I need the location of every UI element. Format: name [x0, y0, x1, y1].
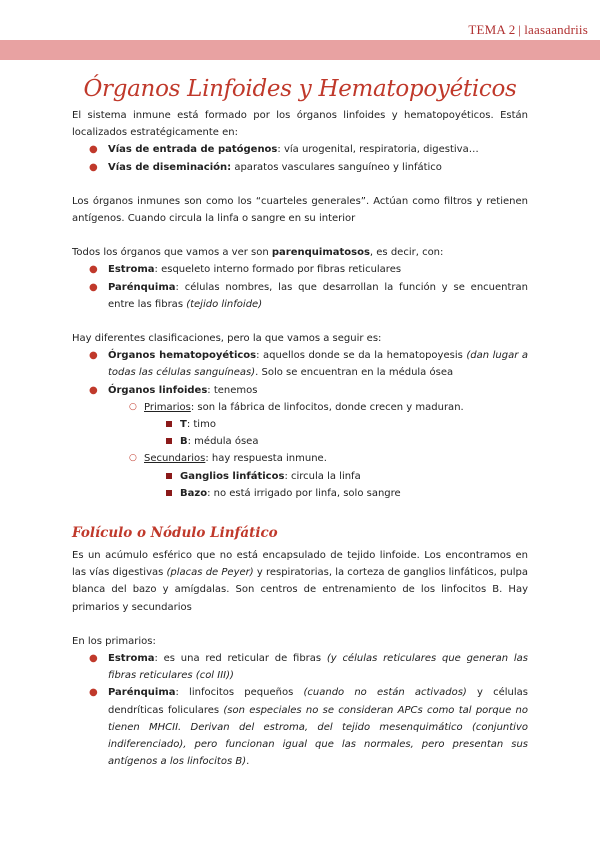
list-item: ● Parénquima: células nombres, las que desarrollan la función y se encuentran entre las fibras (tejido linfoide)	[72, 279, 528, 313]
circle-bullet-icon: ○	[129, 453, 137, 464]
bullet-icon: ●	[89, 281, 98, 293]
bullet-icon: ●	[89, 144, 98, 156]
section-heading: Folículo o Nódulo Linfático	[72, 525, 278, 542]
location-list	[72, 141, 528, 175]
page-title: Órganos Linfoides y Hematopoyéticos	[83, 76, 517, 102]
intro-paragraph: El sistema inmune está formado por los órganos linfoides y hematopoyéticos. Están localizados estratégicamente en:	[72, 110, 528, 139]
header-band	[0, 40, 600, 60]
square-bullet-icon	[166, 438, 172, 444]
acumulo-paragraph: Es un acúmulo esférico que no está encapsulado de tejido linfoide. Los encontramos en las vías digestivas (placas de Peyer) y respiratorias, la corteza de ganglios linfáticos, pulpa blanca del bazo y amígdalas. Son centros de entrenamiento de los linfocitos B. Hay primarios y secundarios	[72, 550, 528, 613]
list-item: ● Órganos linfoides: tenemos	[72, 382, 528, 399]
bullet-icon: ●	[89, 687, 98, 699]
list-item: ● Vías de entrada de patógenos: vía urogenital, respiratoria, digestiva…	[72, 141, 528, 158]
classification-list	[72, 347, 528, 502]
en-primarios-label: En los primarios:	[72, 635, 156, 647]
bullet-icon: ●	[89, 653, 98, 665]
parenquimatosos-paragraph: Todos los órganos que vamos a ver son parenquimatosos, es decir, con:	[72, 247, 444, 259]
list-item: Ganglios linfáticos: circula la linfa	[72, 468, 528, 485]
circle-bullet-icon: ○	[129, 401, 137, 412]
square-bullet-icon	[166, 421, 172, 427]
square-bullet-icon	[166, 490, 172, 496]
list-item: ● Órganos hematopoyéticos: aquellos donde se da la hematopoyesis (dan lugar a todas las células sanguíneas). Solo se encuentran en la médula ósea	[72, 347, 528, 381]
parts-list	[72, 261, 528, 313]
tema-label: TEMA 2	[468, 22, 516, 37]
list-item: T: timo	[72, 416, 528, 433]
author-label: laasaandriis	[524, 22, 588, 37]
bullet-icon: ●	[89, 161, 98, 173]
page-header	[468, 22, 588, 38]
list-item: ○ Primarios: son la fábrica de linfocitos, donde crecen y maduran.	[72, 399, 528, 416]
list-item: B: médula ósea	[72, 433, 528, 450]
list-item: ● Estroma: esqueleto interno formado por fibras reticulares	[72, 261, 528, 278]
document-body	[72, 107, 528, 771]
primary-follicle-list	[72, 650, 528, 770]
cuarteles-paragraph: Los órganos inmunes son como los “cuarteles generales”. Actúan como filtros y retienen antígenos. Cuando circula la linfa o sangre en su interior	[72, 195, 528, 225]
list-item: Bazo: no está irrigado por linfa, solo sangre	[72, 485, 528, 502]
list-item: ● Estroma: es una red reticular de fibras (y células reticulares que generan las fibras reticulares (col III))	[72, 650, 528, 684]
list-item: ● Parénquima: linfocitos pequeños (cuando no están activados) y células dendríticas foliculares (son especiales no se consideran APCs como tal porque no tienen MHCII. Derivan del estroma, del tejido mesenquimático (conjuntivo indiferenciado), pero funcionan igual que las normales, pero presentan sus antígenos a los linfocitos B).	[72, 684, 528, 770]
square-bullet-icon	[166, 473, 172, 479]
list-item: ● Vías de diseminación: aparatos vasculares sanguíneo y linfático	[72, 159, 528, 176]
bullet-icon: ●	[89, 350, 98, 362]
bullet-icon: ●	[89, 384, 98, 396]
header-separator: |	[518, 22, 522, 37]
bullet-icon: ●	[89, 264, 98, 276]
list-item: ○ Secundarios: hay respuesta inmune.	[72, 450, 528, 467]
clasificacion-paragraph: Hay diferentes clasificaciones, pero la que vamos a seguir es:	[72, 333, 382, 345]
